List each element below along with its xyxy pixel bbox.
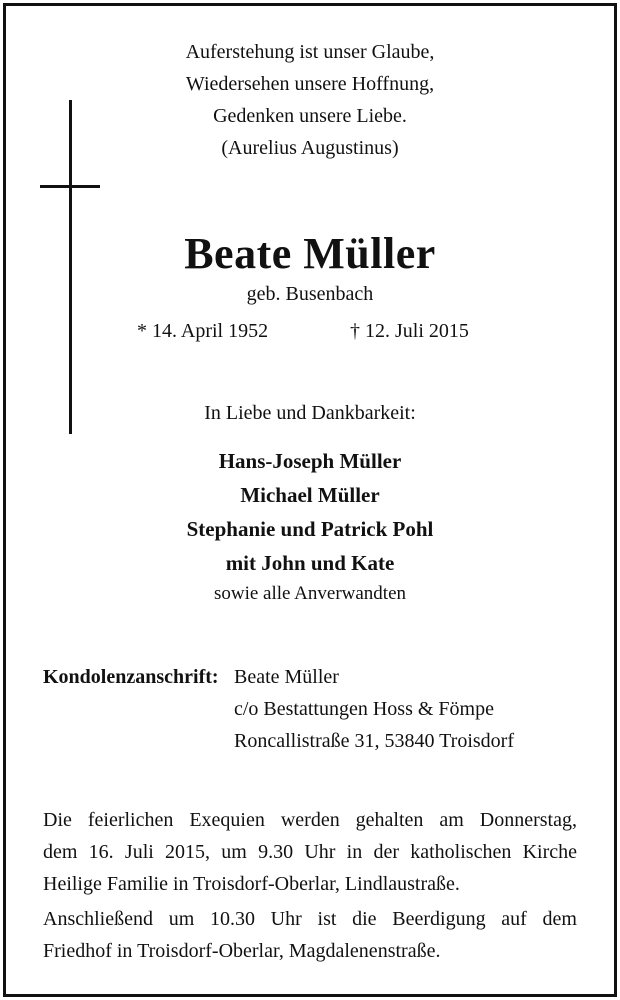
address-line: c/o Bestattungen Hoss & Fömpe — [234, 698, 494, 720]
cross-horizontal-bar — [40, 185, 100, 188]
deceased-name: Beate Müller — [184, 229, 436, 278]
service-line: Die feierlichen Exequien werden gehalten am Donnerstag, — [43, 809, 577, 831]
epigraph-quote — [0, 36, 620, 164]
burial-paragraph — [43, 903, 577, 967]
quote-line: Auferstehung ist unser Glaube, — [185, 41, 435, 63]
quote-attribution: (Aurelius Augustinus) — [221, 137, 399, 159]
burial-line: Anschließend um 10.30 Uhr ist die Beerdigung auf dem — [43, 908, 577, 930]
quote-line: Wiedersehen unsere Hoffnung, — [185, 73, 435, 95]
relatives-note: sowie alle Anverwandten — [213, 583, 407, 604]
mourners-intro: In Liebe und Dankbarkeit: — [204, 402, 416, 424]
address-line: Roncallistraße 31, 53840 Troisdorf — [234, 730, 514, 752]
mourner-name: Stephanie und Patrick Pohl — [186, 517, 434, 541]
service-line: dem 16. Juli 2015, um 9.30 Uhr in der katholischen Kirche — [43, 841, 577, 863]
address-line: Beate Müller — [234, 666, 339, 688]
maiden-name: geb. Busenbach — [246, 283, 374, 305]
mourner-name: Hans-Joseph Müller — [218, 449, 402, 473]
mourner-name: mit John und Kate — [225, 551, 395, 575]
death-date: † 12. Juli 2015 — [350, 320, 469, 342]
quote-line: Gedenken unsere Liebe. — [213, 105, 407, 127]
burial-line: Friedhof in Troisdorf-Oberlar, Magdalenenstraße. — [43, 940, 441, 962]
condolence-label: Kondolenzanschrift: — [43, 666, 219, 688]
birth-date: * 14. April 1952 — [137, 320, 269, 342]
mourners-list — [0, 444, 620, 580]
service-line: Heilige Familie in Troisdorf-Oberlar, Lindlaustraße. — [43, 873, 460, 895]
service-paragraph — [43, 804, 577, 900]
mourner-name: Michael Müller — [240, 483, 380, 507]
